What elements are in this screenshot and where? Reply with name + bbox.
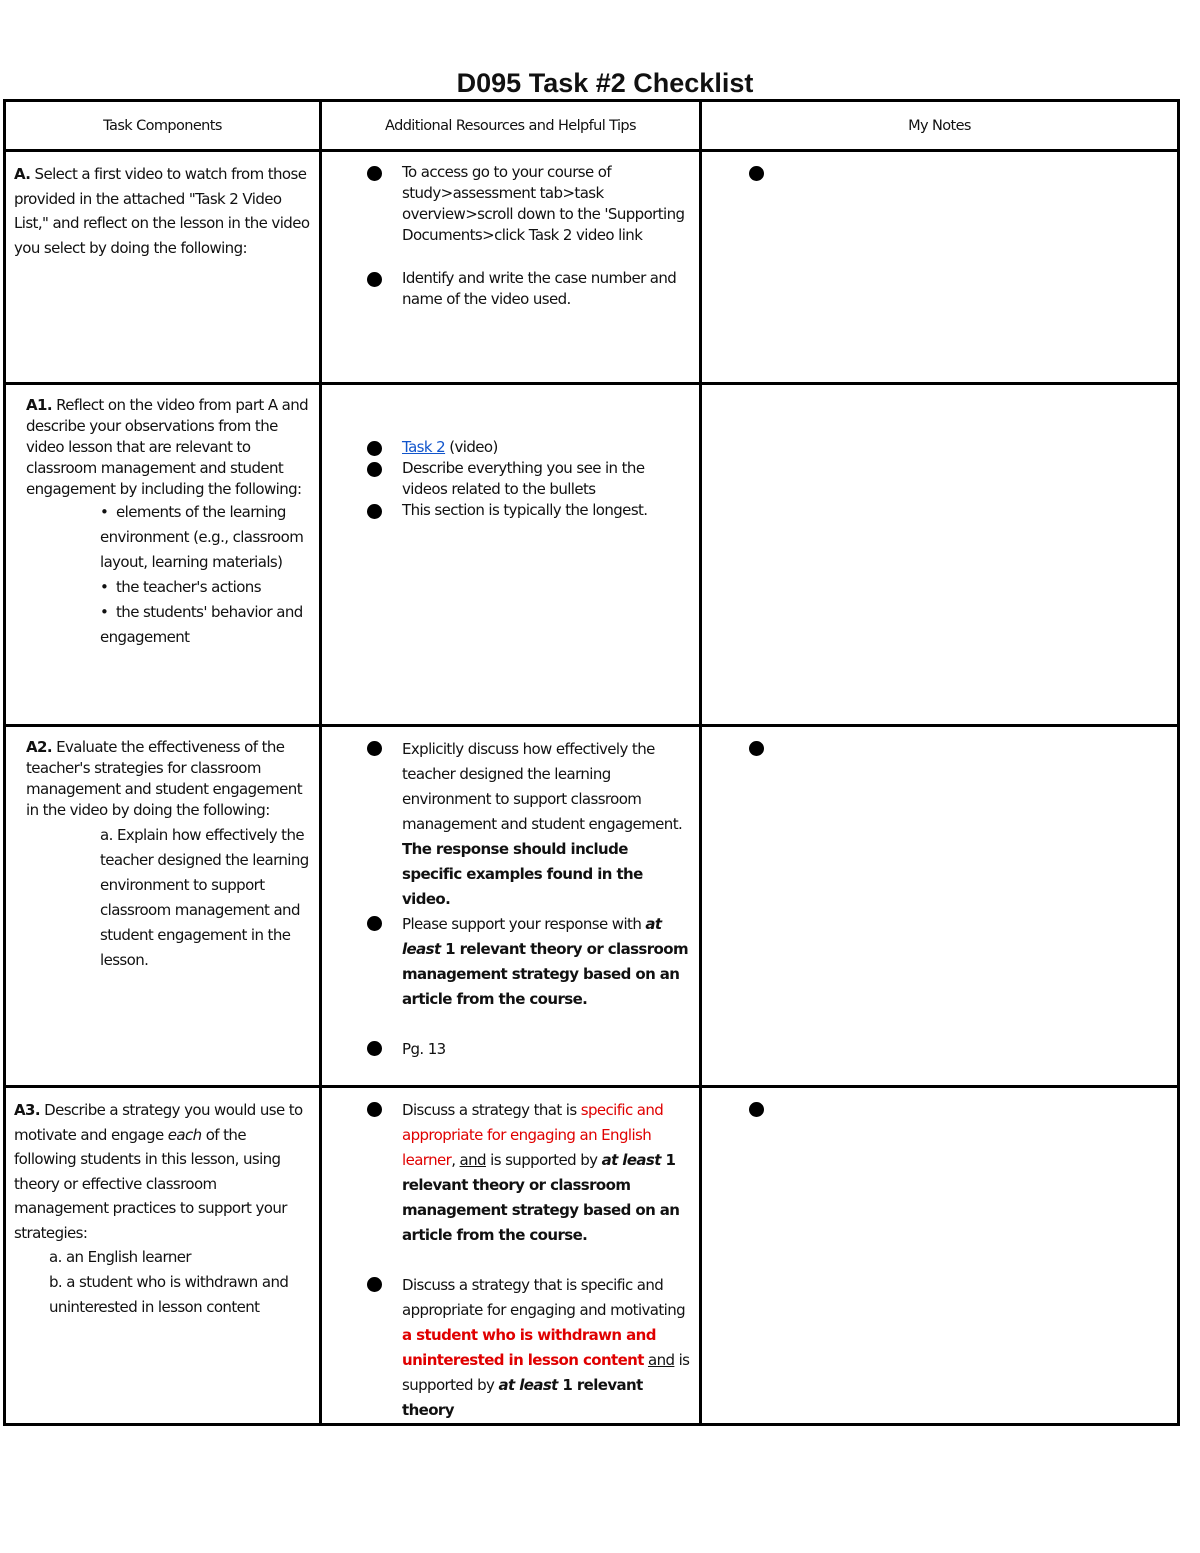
bullet-icon: [367, 1102, 382, 1117]
bullet-icon: [749, 1102, 764, 1117]
component-subitems: [6, 500, 319, 650]
table-row-a: [5, 151, 1179, 384]
table-row-a3: [5, 1087, 1179, 1425]
list-item: To access go to your course of study>assessment tab>task overview>scroll down to the 'Supporting Documents>click Task 2 video link: [402, 162, 691, 246]
component-text: Evaluate the effectiveness of the teacher's strategies for classroom management and student engagement in the video by doing the following:: [26, 738, 302, 819]
tips-a: [321, 151, 701, 384]
list-item: Please support your response with at least 1 relevant theory or classroom management strategy based on an article from the course.: [402, 912, 691, 1012]
list-item: • the teacher's actions: [100, 575, 319, 600]
notes-a[interactable]: [701, 151, 1179, 384]
list-item: Discuss a strategy that is specific and appropriate for engaging and motivating a student who is withdrawn and uninterested in lesson content and is supported by at least 1 relevant theory: [402, 1273, 691, 1423]
bullet-icon: •: [100, 578, 109, 596]
bullet-icon: [367, 441, 382, 456]
table-row-a1: [5, 384, 1179, 726]
component-subitems: [6, 1245, 319, 1320]
bullet-icon: [367, 741, 382, 756]
list-item: Identify and write the case number and name of the video used.: [402, 268, 691, 310]
notes-a2[interactable]: [701, 726, 1179, 1087]
list-item: Describe everything you see in the videos related to the bullets: [402, 458, 691, 500]
task-component-a1: [5, 384, 321, 726]
bullet-icon: [367, 1041, 382, 1056]
bullet-icon: •: [100, 603, 109, 621]
tips-a2: [321, 726, 701, 1087]
header-task-components: Task Components: [5, 101, 321, 151]
bullet-icon: [367, 916, 382, 931]
task-component-a3: A3. Describe a strategy you would use to motivate and engage each of the following students in this lesson, using theory or effective classroom management practices to support your strategies: a. an English learner b. a student who is withdrawn and uninterested in lesson content: [5, 1087, 321, 1425]
component-label: A3.: [14, 1101, 40, 1119]
bullet-icon: [367, 504, 382, 519]
checklist-table: [3, 99, 1180, 1426]
bullet-icon: •: [100, 503, 109, 521]
component-text: Select a first video to watch from those provided in the attached "Task 2 Video List," and reflect on the lesson in the video you select by doing the following:: [14, 165, 310, 257]
bullet-icon: [367, 1277, 382, 1292]
component-label: A1.: [26, 396, 52, 414]
list-item: Discuss a strategy that is specific and appropriate for engaging an English learner, and is supported by at least 1 relevant theory or classroom management strategy based on an article from the course.: [402, 1098, 691, 1248]
list-item: a. Explain how effectively the teacher designed the learning environment to support classroom management and student engagement in the lesson.: [100, 826, 309, 969]
tips-a1: [321, 384, 701, 726]
table-row-a2: [5, 726, 1179, 1087]
list-item: • the students' behavior and engagement: [100, 600, 319, 650]
notes-a3[interactable]: [701, 1087, 1179, 1425]
header-resources-tips: Additional Resources and Helpful Tips: [321, 101, 701, 151]
bullet-icon: [367, 166, 382, 181]
task-component-a2: [5, 726, 321, 1087]
notes-a1[interactable]: [701, 384, 1179, 726]
list-item: Pg. 13: [402, 1037, 691, 1062]
header-row: [5, 101, 1179, 151]
bullet-icon: [367, 462, 382, 477]
bullet-icon: [367, 272, 382, 287]
tips-a3: [321, 1087, 701, 1425]
component-label: A.: [14, 165, 31, 183]
bullet-icon: [749, 741, 764, 756]
list-item: a. an English learner: [49, 1248, 191, 1266]
task2-video-link[interactable]: Task 2: [402, 438, 446, 456]
list-item: This section is typically the longest.: [402, 500, 691, 521]
page-title: D095 Task #2 Checklist: [456, 68, 754, 98]
list-item: b. a student who is withdrawn and uninterested in lesson content: [49, 1273, 289, 1316]
component-label: A2.: [26, 738, 52, 756]
task-component-a: [5, 151, 321, 384]
bullet-icon: [749, 166, 764, 181]
component-text: Reflect on the video from part A and describe your observations from the video lesson that are relevant to classroom management and student engagement by including the following:: [26, 396, 309, 498]
list-item: Explicitly discuss how effectively the teacher designed the learning environment to support classroom management and student engagement. The response should include specific examples found in the video.: [402, 737, 691, 912]
list-item: • elements of the learning environment (e.g., classroom layout, learning materials): [100, 500, 319, 575]
header-my-notes: My Notes: [701, 101, 1179, 151]
list-item: Task 2 (video): [402, 437, 691, 458]
